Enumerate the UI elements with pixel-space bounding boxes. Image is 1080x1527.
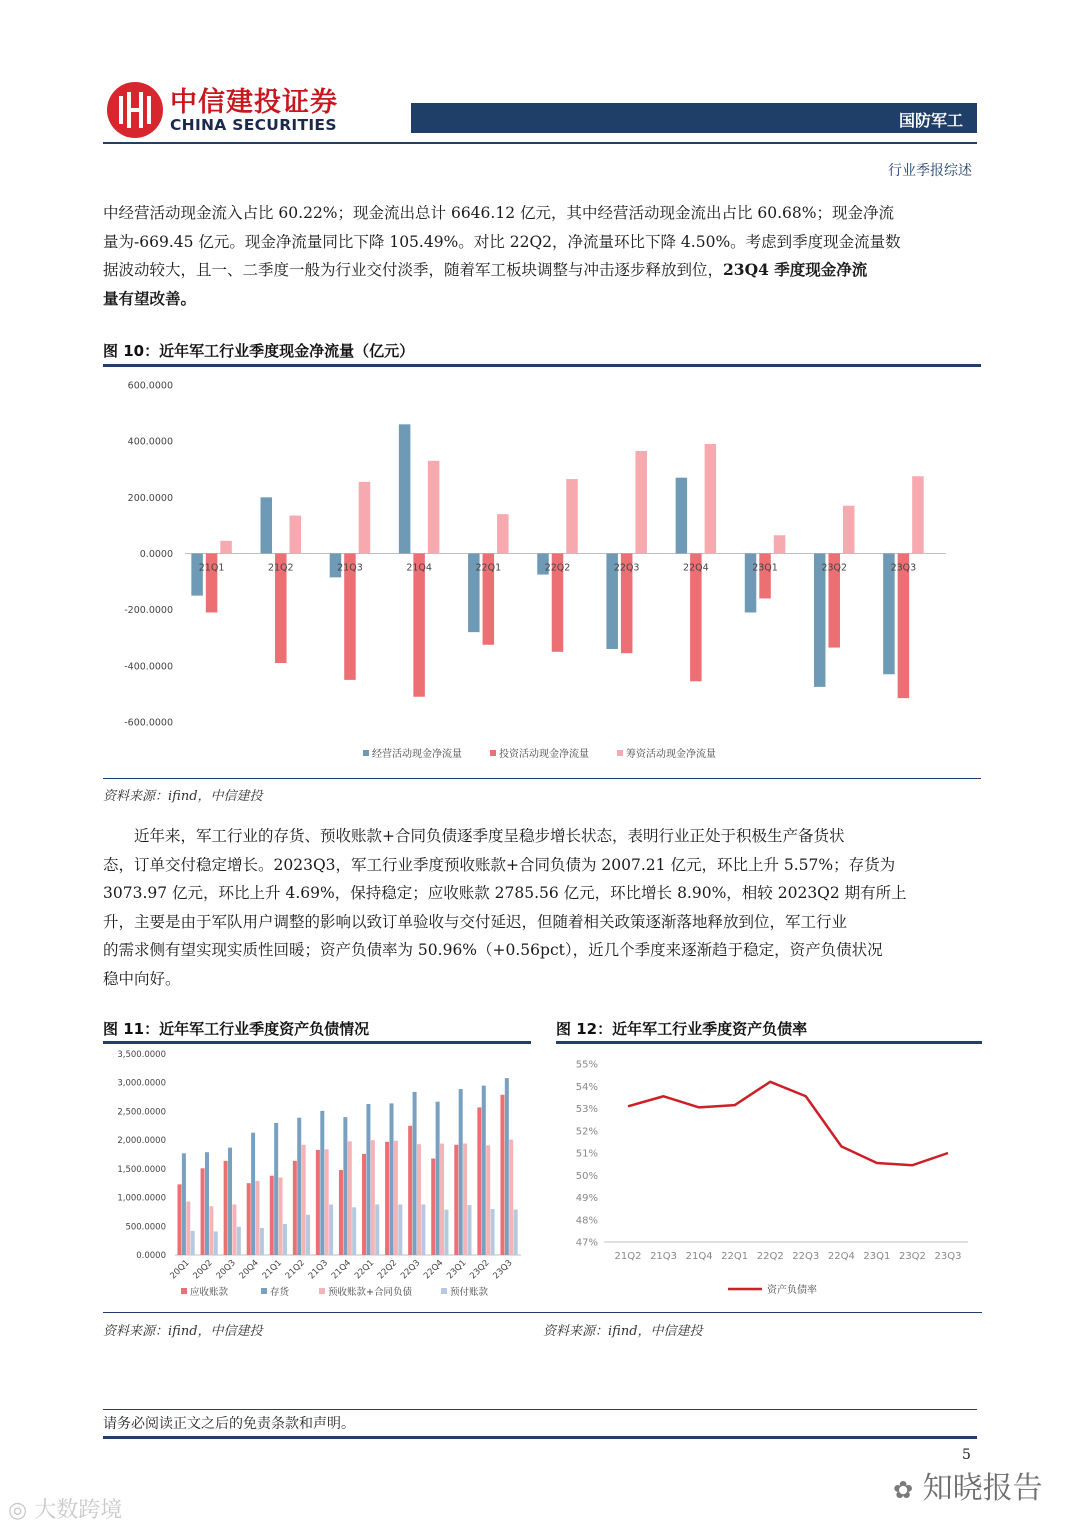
fig11-bar bbox=[482, 1086, 486, 1255]
para2-line2: 态，订单交付稳定增长。2023Q3，军工行业季度预收账款+合同负债为 2007.21 亿元，环比上升 5.57%；存货为 bbox=[103, 855, 896, 874]
fig11-ytick-label: 3,500.0000 bbox=[117, 1050, 166, 1060]
fig10-bottom-rule bbox=[103, 778, 981, 779]
fig10-top-rule bbox=[103, 364, 981, 367]
fig11-xtick-label: 20Q4 bbox=[237, 1258, 261, 1282]
header-bar bbox=[411, 103, 977, 133]
fig10-xtick-label: 23Q2 bbox=[821, 562, 848, 574]
fig10-ytick-label: 400.0000 bbox=[127, 436, 173, 448]
fig11-bar bbox=[232, 1204, 236, 1255]
paragraph-cashflow bbox=[103, 199, 977, 313]
fig11-bar bbox=[302, 1145, 306, 1255]
fig10-xtick-label: 21Q2 bbox=[267, 562, 294, 574]
section-title: 国防军工 bbox=[898, 111, 963, 130]
fig11-xtick-label: 22Q2 bbox=[375, 1258, 400, 1282]
fig11-bar bbox=[343, 1117, 347, 1255]
fig12-ytick-label: 55% bbox=[575, 1059, 598, 1071]
fig11-bar bbox=[348, 1141, 352, 1255]
fig11-bar bbox=[178, 1184, 182, 1255]
fig10-ytick-label: 600.0000 bbox=[127, 380, 173, 392]
fig10-ytick-label: -600.0000 bbox=[124, 717, 173, 729]
para1-line3-bold: 23Q4 bbox=[723, 260, 769, 279]
fig10-bar bbox=[676, 478, 688, 554]
fig11-bar bbox=[320, 1111, 324, 1255]
fig10-bar bbox=[428, 461, 440, 554]
fig11-xtick-label: 23Q1 bbox=[445, 1258, 469, 1282]
fig11-bar bbox=[224, 1161, 228, 1255]
fig11-12-bottom-rule bbox=[103, 1312, 982, 1313]
fig11-bar bbox=[209, 1206, 213, 1255]
fig11-xtick-label: 20Q1 bbox=[168, 1258, 192, 1282]
fig11-ytick-label: 1,500.0000 bbox=[117, 1164, 166, 1175]
fig11-bar bbox=[459, 1089, 463, 1255]
fig11-legend-label: 预付账款 bbox=[450, 1287, 489, 1298]
fig10-source: 资料来源：ifind，中信建投 bbox=[103, 789, 263, 804]
fig12-xtick-label: 22Q4 bbox=[827, 1251, 855, 1262]
fig10-xtick-label: 22Q2 bbox=[544, 562, 571, 574]
fig11-bar bbox=[182, 1153, 186, 1255]
fig10-legend-label: 投资活动现金净流量 bbox=[499, 749, 589, 760]
fig11-xtick-label: 21Q4 bbox=[329, 1258, 354, 1282]
fig11-legend-swatch bbox=[261, 1288, 267, 1294]
fig11-bar bbox=[477, 1107, 481, 1255]
fig10-bar bbox=[898, 554, 910, 699]
fig12-ytick-label: 50% bbox=[575, 1170, 598, 1182]
watermark-right bbox=[893, 1463, 1043, 1507]
fig12-ytick-label: 48% bbox=[575, 1215, 598, 1227]
fig10-title: 图 10：近年军工行业季度现金净流量（亿元） bbox=[103, 342, 415, 360]
fig11-xtick-label: 20Q2 bbox=[191, 1258, 215, 1282]
fig11-xtick-label: 22Q1 bbox=[352, 1258, 377, 1282]
fig11-ytick-label: 3,000.0000 bbox=[117, 1078, 166, 1089]
fig10-bar bbox=[814, 554, 826, 687]
fig11-bar bbox=[514, 1210, 518, 1255]
fig12-ytick-label: 52% bbox=[575, 1126, 598, 1138]
fig12-xtick-label: 22Q3 bbox=[792, 1251, 820, 1262]
fig10-bar bbox=[399, 424, 411, 553]
page-number: 5 bbox=[962, 1447, 971, 1463]
fig12-xtick-label: 21Q3 bbox=[650, 1251, 678, 1262]
fig11-bar bbox=[256, 1181, 260, 1255]
fig11-top-rule bbox=[103, 1041, 531, 1044]
fig11-xtick-label: 20Q3 bbox=[214, 1258, 238, 1282]
fig11-legend-label: 存货 bbox=[270, 1287, 290, 1298]
para1-line1: 中经营活动现金流入占比 60.22%；现金流出总计 6646.12 亿元，其中经营活动现金流出占比 60.68%；现金净流 bbox=[103, 204, 895, 222]
fig11-xtick-label: 21Q2 bbox=[283, 1258, 307, 1282]
fig11-bar bbox=[270, 1176, 274, 1255]
fig11-bar bbox=[417, 1144, 421, 1255]
fig11-bar bbox=[247, 1183, 251, 1255]
fig12-xtick-label: 21Q4 bbox=[685, 1251, 713, 1262]
fig12-source: 资料来源：ifind，中信建投 bbox=[543, 1324, 703, 1339]
fig11-bar bbox=[228, 1148, 232, 1255]
para1-line2: 量为-669.45 亿元。现金净流量同比下降 105.49%。对比 22Q2，净流量环比下降 4.50%。考虑到季度现金流量数 bbox=[103, 232, 901, 251]
fig11-bar bbox=[371, 1140, 375, 1255]
fig10-chart bbox=[103, 368, 981, 776]
fig11-bar bbox=[205, 1152, 209, 1255]
fig11-bar bbox=[201, 1168, 205, 1255]
fig10-bar bbox=[413, 554, 425, 697]
fig11-legend-swatch bbox=[181, 1288, 187, 1294]
wechat-icon: ✿ bbox=[893, 1476, 914, 1504]
fig10-legend-swatch bbox=[363, 750, 369, 756]
fig12-ytick-label: 54% bbox=[575, 1081, 598, 1093]
watermark-left-text: 大数跨境 bbox=[34, 1498, 123, 1523]
fig11-bar bbox=[454, 1145, 458, 1255]
fig10-ytick-label: 200.0000 bbox=[127, 492, 173, 504]
fig12-title: 图 12：近年军工行业季度资产负债率 bbox=[556, 1020, 808, 1038]
fig11-legend-swatch bbox=[319, 1288, 325, 1294]
fig11-bar bbox=[191, 1231, 195, 1255]
fig10-xtick-label: 22Q1 bbox=[475, 562, 502, 574]
fig10-bar bbox=[261, 497, 273, 553]
watermark-right-text: 知晓报告 bbox=[922, 1471, 1043, 1506]
footer-bottom-rule bbox=[103, 1436, 977, 1439]
fig10-legend-swatch bbox=[617, 750, 623, 756]
fig11-bar bbox=[500, 1095, 504, 1255]
fig10-bar bbox=[359, 482, 371, 554]
fig11-bar bbox=[463, 1144, 467, 1255]
fig11-ytick-label: 0.0000 bbox=[136, 1251, 166, 1261]
fig11-ytick-label: 2,000.0000 bbox=[117, 1136, 166, 1147]
fig10-xtick-label: 21Q4 bbox=[406, 562, 432, 574]
header-divider bbox=[103, 142, 977, 144]
fig11-bar bbox=[398, 1204, 402, 1255]
fig10-bar bbox=[635, 451, 647, 554]
fig10-bar bbox=[191, 554, 203, 596]
para1-line4 bbox=[103, 285, 977, 314]
fig12-ytick-label: 51% bbox=[575, 1148, 598, 1160]
fig11-bar bbox=[444, 1210, 448, 1255]
fig11-bar bbox=[366, 1104, 370, 1255]
fig11-xtick-label: 22Q4 bbox=[422, 1258, 446, 1282]
fig11-bar bbox=[486, 1145, 490, 1255]
fig11-bar bbox=[468, 1205, 472, 1255]
fig12-legend-label: 资产负债率 bbox=[767, 1285, 817, 1296]
report-type: 行业季报综述 bbox=[888, 163, 972, 179]
fig11-bar bbox=[385, 1142, 389, 1255]
fig12-xtick-label: 23Q2 bbox=[898, 1251, 926, 1262]
fig11-legend-label: 预收账款+合同负债 bbox=[328, 1287, 412, 1298]
fig11-bar bbox=[293, 1161, 297, 1255]
fig11-xtick-label: 23Q3 bbox=[491, 1258, 515, 1282]
fig11-ytick-label: 2,500.0000 bbox=[117, 1107, 166, 1118]
fig12-xtick-label: 23Q1 bbox=[863, 1251, 891, 1262]
fig11-bar bbox=[283, 1224, 287, 1255]
fig11-source: 资料来源：ifind，中信建投 bbox=[103, 1324, 263, 1339]
fig11-bar bbox=[214, 1231, 218, 1255]
fig11-bar bbox=[491, 1209, 495, 1255]
watermark-left bbox=[8, 1493, 122, 1524]
fig11-bar bbox=[408, 1126, 412, 1255]
fig11-legend-swatch bbox=[441, 1288, 447, 1294]
fig11-bar bbox=[352, 1207, 356, 1255]
fig10-xtick-label: 21Q3 bbox=[337, 562, 363, 574]
fig11-bar bbox=[260, 1228, 264, 1255]
fig10-bar bbox=[566, 479, 578, 553]
company-name-cn: 中信建投证券 bbox=[170, 87, 338, 118]
para1-line3-end: 季度现金净流 bbox=[768, 260, 868, 279]
para2-line6: 稳中向好。 bbox=[103, 969, 181, 988]
paragraph-balance bbox=[103, 822, 977, 993]
company-name-en: CHINA SECURITIES bbox=[170, 116, 337, 134]
fig10-bar bbox=[759, 554, 771, 599]
fig10-bar bbox=[774, 535, 786, 553]
fig11-bar bbox=[237, 1227, 241, 1255]
fig11-bar bbox=[413, 1092, 417, 1255]
fig12-xtick-label: 22Q2 bbox=[756, 1251, 784, 1262]
fig10-xtick-label: 22Q3 bbox=[613, 562, 640, 574]
fig11-bar bbox=[306, 1215, 310, 1255]
fig11-bar bbox=[436, 1102, 440, 1255]
fig11-bar bbox=[394, 1141, 398, 1255]
fig11-ytick-label: 500.0000 bbox=[125, 1222, 166, 1233]
fig11-bar bbox=[390, 1103, 394, 1255]
fig11-bar bbox=[362, 1154, 366, 1255]
fig11-bar bbox=[375, 1204, 379, 1255]
fig10-xtick-label: 23Q3 bbox=[890, 562, 917, 574]
fig10-ytick-label: -400.0000 bbox=[124, 661, 173, 673]
fig12-chart bbox=[556, 1045, 982, 1310]
fig11-bar bbox=[251, 1133, 255, 1255]
fig11-ytick-label: 1,000.0000 bbox=[117, 1193, 166, 1204]
fig12-top-rule bbox=[556, 1041, 982, 1044]
fig10-bar bbox=[705, 444, 717, 554]
fig11-xtick-label: 22Q3 bbox=[399, 1258, 423, 1282]
company-logo-icon bbox=[107, 82, 163, 138]
fig11-xtick-label: 23Q2 bbox=[468, 1258, 492, 1282]
fig10-xtick-label: 22Q4 bbox=[683, 562, 709, 574]
fig11-bar bbox=[329, 1204, 333, 1255]
fig10-bar bbox=[912, 476, 924, 553]
fig11-bar bbox=[431, 1159, 435, 1255]
fig10-legend-label: 筹资活动现金净流量 bbox=[626, 749, 716, 760]
fig11-title: 图 11：近年军工行业季度资产负债情况 bbox=[103, 1020, 370, 1038]
fig12-ytick-label: 49% bbox=[575, 1193, 598, 1204]
fig11-xtick-label: 21Q1 bbox=[260, 1258, 284, 1282]
fig12-xtick-label: 21Q2 bbox=[614, 1251, 642, 1262]
fig10-bar bbox=[290, 516, 302, 554]
fig11-xtick-label: 21Q3 bbox=[306, 1258, 331, 1282]
footer-top-rule bbox=[103, 1409, 977, 1410]
fig12-xtick-label: 22Q1 bbox=[721, 1251, 749, 1262]
para2-line1: 近年来，军工行业的存货、预收账款+合同负债逐季度呈稳步增长状态，表明行业正处于积极生产备货状 bbox=[134, 827, 845, 845]
fig12-xtick-label: 23Q3 bbox=[934, 1251, 962, 1262]
fig10-ytick-label: -200.0000 bbox=[124, 605, 173, 617]
para2-line3: 3073.97 亿元，环比上升 4.69%，保持稳定；应收账款 2785.56 亿元，环比增长 8.90%，相较 2023Q2 期有所上 bbox=[103, 884, 907, 902]
para2-line5: 的需求侧有望实现实质性回暖；资产负债率为 50.96%（+0.56pct），近几个季度来逐渐趋于稳定，资产负债状况 bbox=[103, 941, 883, 959]
fig10-ytick-label: 0.0000 bbox=[139, 549, 173, 560]
fig11-bar bbox=[186, 1202, 190, 1255]
fig10-legend-label: 经营活动现金净流量 bbox=[372, 749, 462, 760]
footer-disclaimer: 请务必阅读正文之后的免责条款和声明。 bbox=[103, 1416, 355, 1432]
para2-line4: 升，主要是由于军队用户调整的影响以致订单验收与交付延迟，但随着相关政策逐渐落地释放到位，军工行业 bbox=[103, 912, 848, 931]
fig11-bar bbox=[440, 1144, 444, 1255]
fig11-bar bbox=[509, 1140, 513, 1255]
para1-line3-text: 据波动较大，且一、二季度一般为行业交付淡季，随着军工板块调整与冲击逐步释放到位， bbox=[103, 261, 724, 279]
fig11-bar bbox=[339, 1170, 343, 1255]
fig12-series-line bbox=[628, 1082, 948, 1165]
fig10-legend-swatch bbox=[490, 750, 496, 756]
fig10-bar bbox=[843, 506, 855, 554]
fig11-chart bbox=[103, 1045, 531, 1310]
fig12-ytick-label: 47% bbox=[575, 1237, 598, 1249]
para1-line3 bbox=[103, 256, 977, 285]
fig11-bar bbox=[421, 1204, 425, 1255]
fig10-xtick-label: 21Q1 bbox=[198, 562, 225, 574]
fig11-bar bbox=[505, 1078, 509, 1255]
fig11-bar bbox=[274, 1123, 278, 1255]
brand-mark-icon: ◎ bbox=[8, 1498, 28, 1523]
fig11-bar bbox=[297, 1118, 301, 1255]
para1-line4-text: 量有望改善。 bbox=[103, 288, 197, 308]
fig11-bar bbox=[316, 1150, 320, 1255]
fig11-legend-label: 应收账款 bbox=[190, 1287, 229, 1298]
fig12-ytick-label: 53% bbox=[575, 1104, 598, 1115]
fig10-xtick-label: 23Q1 bbox=[752, 562, 778, 574]
fig10-bar bbox=[497, 514, 509, 553]
fig10-bar bbox=[220, 541, 232, 554]
fig11-bar bbox=[279, 1177, 283, 1255]
fig11-bar bbox=[325, 1149, 329, 1255]
